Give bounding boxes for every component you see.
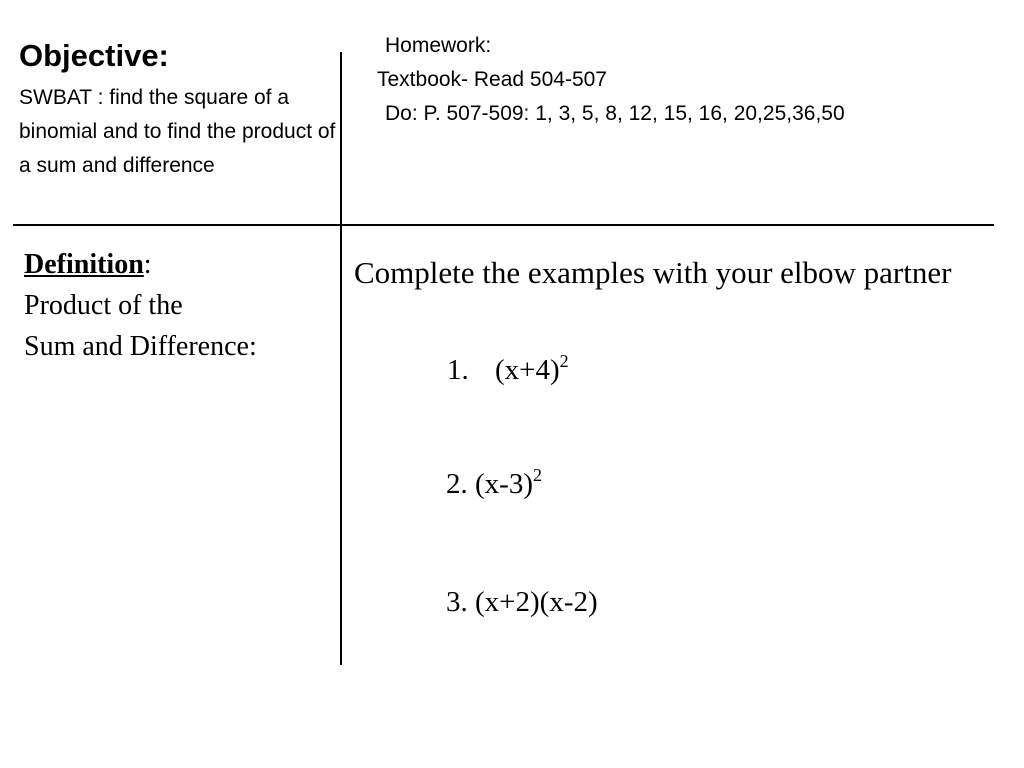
definition-block xyxy=(24,244,257,367)
horizontal-divider xyxy=(13,224,994,226)
example-3 xyxy=(446,584,598,620)
examples-intro: Complete the examples with your elbow partner xyxy=(354,255,952,290)
objective-title: Objective: xyxy=(19,38,169,73)
objective-body: SWBAT : find the square of a binomial and to find the product of a sum and difference xyxy=(19,86,336,177)
example-2-expression: (x-3) xyxy=(475,468,533,500)
example-2 xyxy=(446,466,542,502)
example-3-number: 3. xyxy=(446,586,468,618)
definition-colon: : xyxy=(143,249,152,280)
vertical-divider xyxy=(340,52,342,665)
example-2-number: 2. xyxy=(446,468,468,500)
homework-do: Do: P. 507-509: 1, 3, 5, 8, 12, 15, 16, 20,25,36,50 xyxy=(385,102,845,125)
definition-line-3: Sum and Difference: xyxy=(24,331,257,362)
homework-title: Homework: xyxy=(385,34,492,57)
example-1-number: 1. xyxy=(447,354,469,386)
homework-read: Textbook- Read 504-507 xyxy=(377,68,607,91)
example-1-exponent: 2 xyxy=(559,351,569,371)
definition-word: Definition xyxy=(24,249,144,280)
example-1-expression: (x+4) xyxy=(495,354,560,386)
example-2-exponent: 2 xyxy=(532,465,542,485)
definition-heading xyxy=(24,244,257,285)
example-3-expression: (x+2)(x-2) xyxy=(475,586,598,618)
definition-line-2: Product of the xyxy=(24,290,183,321)
example-1 xyxy=(447,352,569,388)
